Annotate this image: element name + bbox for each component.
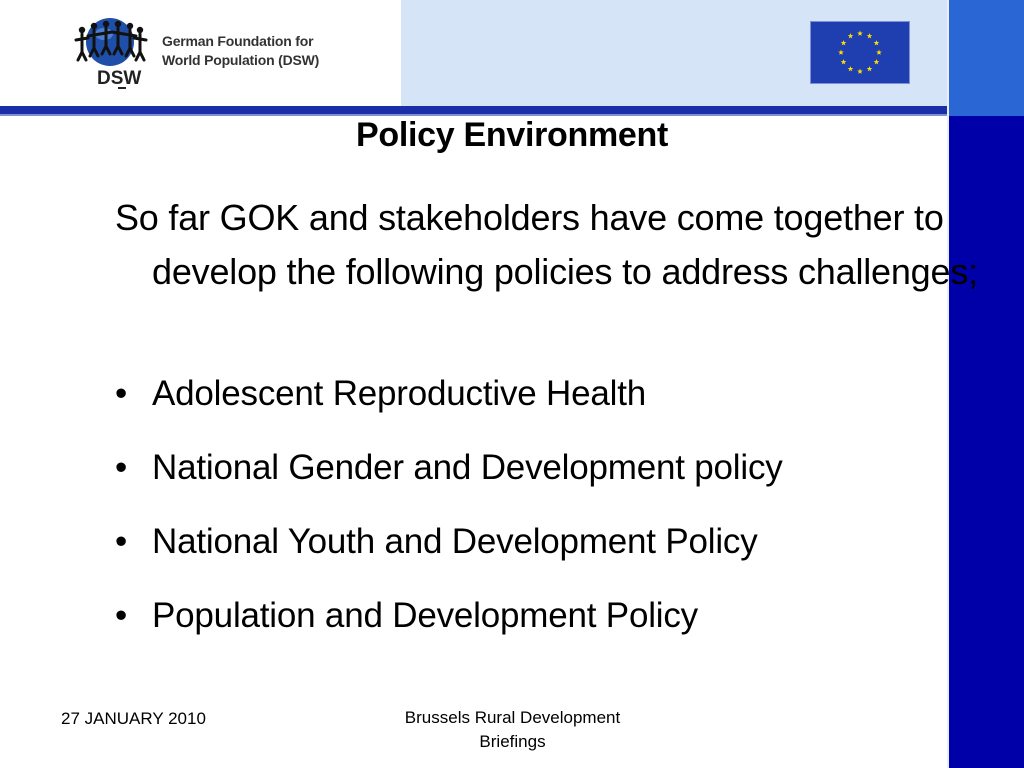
list-item-text: Population and Development Policy (152, 596, 698, 635)
org-name-line1: German Foundation for (162, 33, 314, 49)
footer-event (380, 706, 645, 754)
bullet-icon: • (115, 374, 128, 413)
eu-flag-icon (810, 21, 910, 84)
bullet-icon: • (115, 448, 128, 487)
policy-list (115, 374, 783, 670)
header-divider (0, 106, 949, 114)
bullet-icon: • (115, 596, 128, 635)
list-item (115, 374, 783, 414)
list-item (115, 596, 783, 636)
slide-title: Policy Environment (355, 116, 668, 154)
footer-event-line2: Briefings (479, 732, 546, 751)
list-item (115, 448, 783, 488)
footer-date: 27 JANUARY 2010 (61, 709, 206, 728)
intro-paragraph: So far GOK and stakeholders have come together to develop the following policies to address challenges; (115, 197, 978, 292)
right-bar-top (949, 0, 1024, 116)
org-name (162, 32, 319, 70)
list-item-text: Adolescent Reproductive Health (152, 374, 647, 413)
footer-event-line1: Brussels Rural Development (404, 708, 621, 727)
list-item-text: National Gender and Development policy (152, 448, 783, 487)
list-item (115, 522, 783, 562)
bullet-icon: • (115, 522, 128, 561)
dsw-logo-icon (70, 12, 150, 96)
org-name-line2: World Population (DSW) (162, 52, 320, 68)
svg-text:DSW: DSW (97, 68, 142, 89)
list-item-text: National Youth and Development Policy (152, 522, 758, 561)
